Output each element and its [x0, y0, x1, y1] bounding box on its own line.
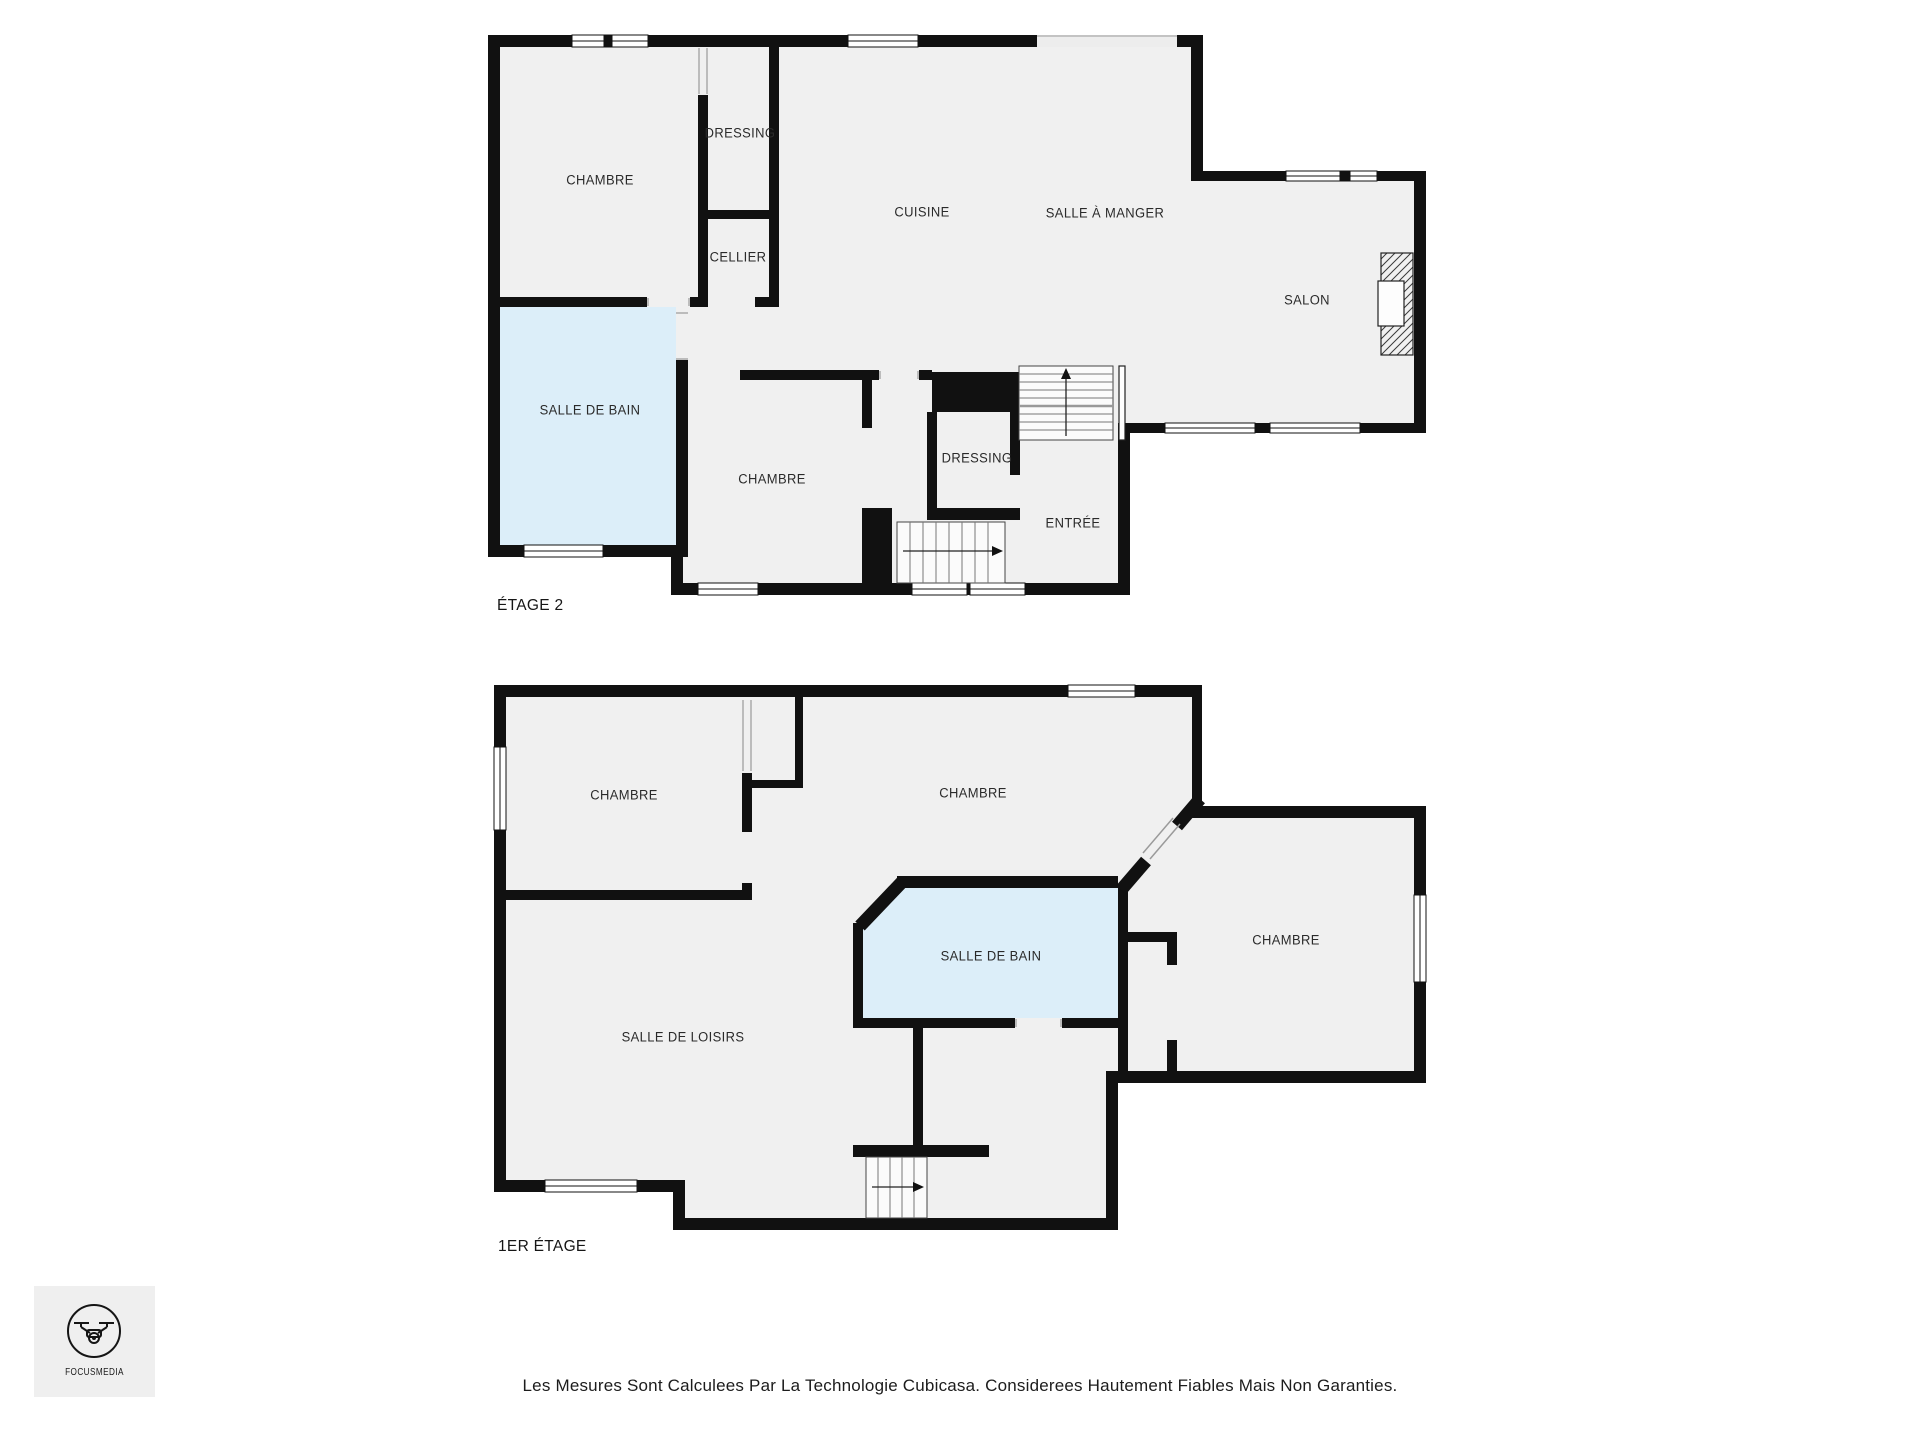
fireplace-icon: [1378, 253, 1413, 355]
room-label: CHAMBRE: [1252, 932, 1320, 948]
room-label: CHAMBRE: [738, 471, 806, 487]
room-label: SALON: [1284, 292, 1330, 308]
room-label: DRESSING: [704, 125, 776, 141]
shaft-void: [932, 372, 1020, 412]
bathroom-area: [500, 307, 676, 545]
room-label: SALLE DE BAIN: [940, 948, 1042, 964]
under-stair-void: [865, 508, 892, 595]
room-label: DRESSING: [941, 450, 1013, 466]
bedroom-top-wall: [1192, 806, 1414, 818]
measurement-disclaimer: Les Mesures Sont Calculees Par La Technologie Cubicasa. Considerees Hautement Fiables Mais Non Garanties.: [522, 1376, 1398, 1395]
drone-icon: [34, 1286, 155, 1371]
room-label: CHAMBRE: [939, 785, 1007, 801]
room-label: CHAMBRE: [590, 787, 658, 803]
stair-railing: [1119, 366, 1125, 440]
staircase-icon: [866, 1157, 927, 1218]
room-label: CHAMBRE: [566, 172, 634, 188]
room-label: SALLE À MANGER: [1045, 205, 1165, 221]
focusmedia-logo: [34, 1286, 155, 1397]
floorplan-etage-2: [488, 35, 1426, 595]
room-label: SALLE DE BAIN: [539, 402, 641, 418]
room-label: CELLIER: [709, 249, 767, 265]
room-label: ENTRÉE: [1045, 515, 1101, 531]
staircase-lower-icon: [897, 522, 1005, 583]
room-label: CUISINE: [894, 204, 950, 220]
floor-title-etage-2: ÉTAGE 2: [497, 597, 564, 614]
wall-opening: [1037, 35, 1177, 47]
staircase-up-icon: [1019, 366, 1113, 440]
logo-text: FOCUSMEDIA: [65, 1367, 124, 1378]
floor-title-1er-etage: 1ER ÉTAGE: [498, 1238, 587, 1255]
room-label: SALLE DE LOISIRS: [621, 1029, 745, 1045]
